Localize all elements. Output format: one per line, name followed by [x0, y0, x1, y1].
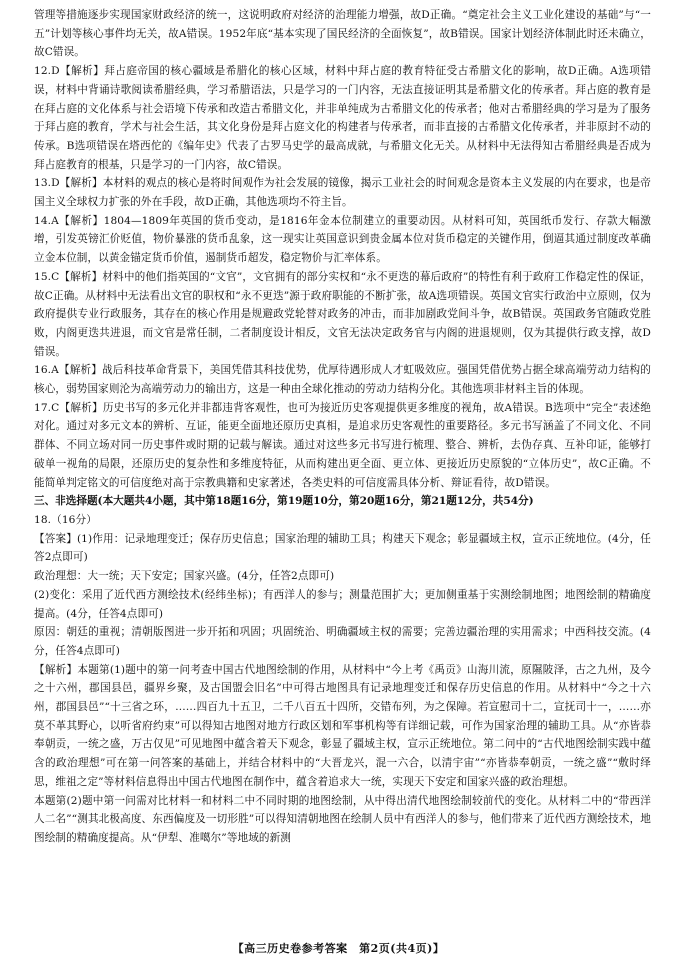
paragraph-q15: 15.C【解析】材料中的他们指英国的“文官”，文官拥有的部分实权和“永不更迭的幕后政府”的特性有利于政府工作稳定性的保证，故C正确。从材料中无法看出文官的职权和“永不更迭”源于政府职能的不断扩张，故A选项错误。英国文官实行政治中立原则，仅为政府提供专业行政服务，其存在的核心作用是规避政党轮替对政务的冲击，而非加剧政党间斗争，故B错误。英国政务官随政党胜败，内阁更迭共进退，而文官是常任制，二者制度设计相反，文官无法决定政务官与内阁的进退规则，仅为其提供行政支撑，故D错误。: [34, 270, 651, 358]
paragraph-q13: 13.D【解析】本材料的观点的核心是将时间观作为社会发展的镜像，揭示工业社会的时间观念是资本主义发展的内在要求，也是帝国主义全球权力扩张的外在手段，故D正确，其他选项均不符主旨。: [34, 177, 651, 209]
q18-answer-2-reason: 原因：朝廷的重视；清朝版图进一步开拓和巩固；巩固统治、明确疆域主权的需要；完善边疆治理的实用需求；中西科技交流。(4分，任答4点即可): [34, 626, 651, 657]
paragraph-q14: 14.A【解析】1804—1809年英国的货币变动，是1816年金本位制建立的重要动因。从材料可知，英国纸币发行、存款大幅激增，引发英镑汇价贬值，物价暴涨的货币乱象，这一现实让英国意识到贵金属本位对货币稳定的关键作用，倒逼其通过制度改革确立金本位制，以黄金锚定货币价值，遏制货币超发，稳定物价与汇率体系。: [34, 214, 651, 265]
page-footer: 【高三历史卷参考答案 第2页(共4页)】: [232, 942, 445, 955]
paragraph-q12: 12.D【解析】拜占庭帝国的核心疆域是希腊化的核心区域，材料中拜占庭的教育特征受古希腊文化的影响，故D正确。A选项错误，材料中背诵诗歌阅读希腊经典，学习希腊语法，只是学习的一门内容，无法直接证明其是希腊文化的传承者。拜占庭的教育是在拜占庭的文化体系与社会语境下传承和改造古希腊文化，并非单纯成为古希腊文化的传承者；他对古希腊经典的学习是为了服务于拜占庭的教育，学术与社会生活，其文化身份是拜占庭文化的构建者与传承者，而非直接的古希腊文化传承者，并非原封不动的传承。B选项错误在塔西佗的《编年史》代表了古罗马史学的最高成就，与希腊文化无关。从材料中无法得知古希腊经典是否成为拜占庭教育的根基，只是学习的一门内容，故C错误。: [34, 65, 651, 171]
q18-answer-1: 【答案】(1)作用：记录地理变迁；保存历史信息；国家治理的辅助工具；构建天下观念；彰显疆域主权，宣示正统地位。(4分，任答2点即可): [34, 532, 651, 564]
paragraph-q16: 16.A【解析】战后科技革命背景下，美国凭借其科技优势，优厚待遇形成人才虹吸效应。强国凭借优势占据全球高端劳动力结构的核心，弱势国家则沦为高端劳动力的输出方，这是一种由全球化推动的劳动力结构分化。其他选项非材料主旨的体现。: [34, 364, 651, 396]
section-title: 三、非选择题(本大题共4小题，其中第18题16分，第19题10分，第20题16分，第21题12分，共54分): [34, 495, 534, 508]
paragraph-q11-continued: 管理等措施逐步实现国家财政经济的统一，这说明政府对经济的治理能力增强，故D正确。“奠定社会主义工业化建设的基础”与“一五”计划等核心事件均无关，故A错误。1952年底“基本实现了国民经济的全面恢复”，故B错误。国家计划经济体制此时还未确立，故C错误。: [34, 9, 651, 59]
paragraph-q17: 17.C【解析】历史书写的多元化并非都违背客观性，也可为接近历史客观提供更多维度的视角，故A错误。B选项中“完全”表述绝对化。通过对多元文本的辨析、互证，能更全面地还原历史真相，是追求历史客观性的重要路径。多元书写涵盖了不同文化、不同群体、不同立场对同一历史事件或时期的记载与解读。通过对这些多元书写进行梳理、整合、辨析，去伪存真、互补印证，能够打破单一视角的局限，还原历史的复杂性和多维度特征，从而构建出更全面、更立体、更接近历史原貌的“立体历史”，故C正确。不能简单判定铭文的可信度绝对高于宗教典籍和史家著述，各类史料的可信度需具体分析、辩证看待，故D错误。: [34, 401, 651, 489]
q18-analysis-1: 【解析】本题第(1)题中的第一问考查中国古代地图绘制的作用，从材料中“今上考《禹贡》山海川流，原隰陂泽，古之九州，及今之十六州，郡国县邑，疆界乡聚，及古国盟会旧名”中可得古地图具有记录地理变迁和保存历史信息的作用。从材料中“今之十六州，郡国县邑”“十三省之环，……四百九十五卫，二千八百五十四所，交错布列，为之保障。若宣慰司十二，宣抚司十一，……亦莫不革其野心，以听省府约束”可以得知古地图对地方行政区划和军事机构等有详细记载，可作为国家治理的辅助工具。从“亦皆恭奉朝贡，一统之盛，万古仅见”可见地图中蕴含着天下观念，彰显了疆域主权，宣示正统地位。第二问中的“古代地图绘制实践中蕴含的政治理想”可在第一问答案的基础上，并结合材料中的“大晋龙兴，混一六合，以清宇宙”“亦皆恭奉朝贡，一统之盛”“敷时绎思，维祖之定”等材料信息得出中国古代地图在制作中，蕴含着追求大一统，实现天下安定和国家兴盛的政治理想。: [34, 663, 651, 788]
q18-heading: 18.（16分）: [34, 513, 97, 526]
q18-answer-political: 政治理想：大一统；天下安定；国家兴盛。(4分，任答2点即可): [34, 570, 335, 583]
q18-analysis-2: 本题第(2)题中第一问需对比材料一和材料二中不同时期的地图绘制，从中得出清代地图绘制较前代的变化。从材料二中的“带西洋人二名”“测其北极高度、东西偏度及一切形胜”可以得知清朝地图在绘制人员中有西洋人的参与，他们带来了近代西方测绘技术，地图绘制的精确度提高。从“伊犁、准噶尔”等地域的新测: [34, 794, 651, 844]
q18-answer-2-change: (2)变化：采用了近代西方测绘技术(经纬坐标)；有西洋人的参与；测量范围扩大；更加侧重基于实测绘制地图；地图绘制的精确度提高。(4分，任答4点即可): [34, 588, 651, 620]
